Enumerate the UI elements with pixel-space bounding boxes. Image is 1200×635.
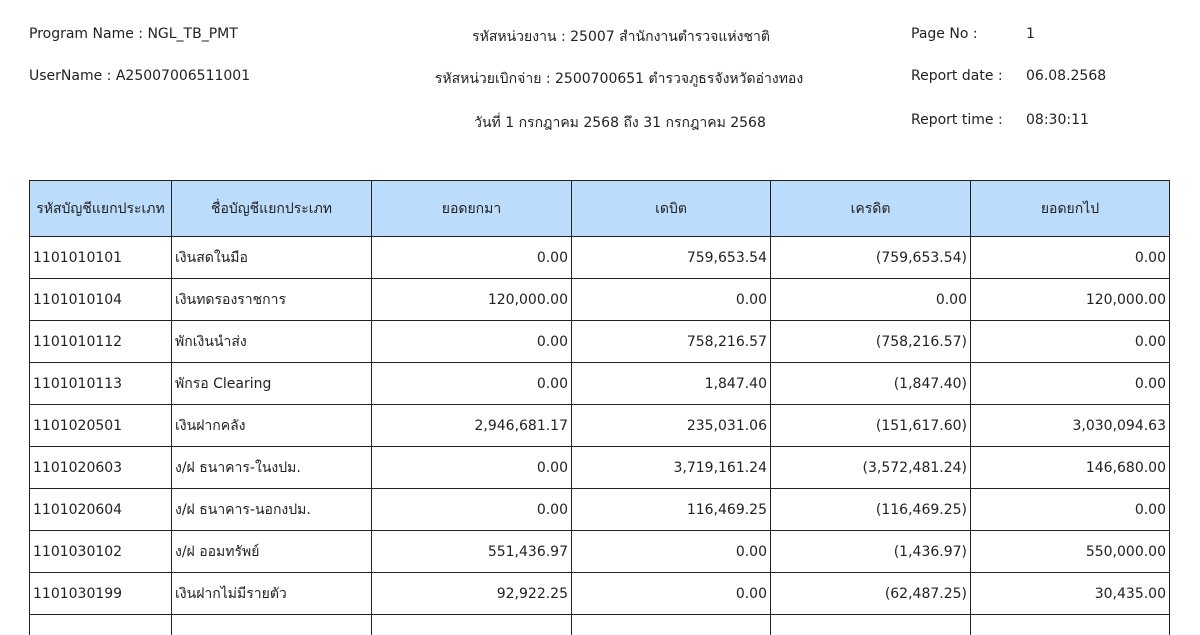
col-debit: เดบิต	[572, 181, 771, 237]
debit-cell: 235,031.06	[572, 405, 771, 447]
credit-cell: 0.00	[771, 279, 971, 321]
col-brought-forward: ยอดยกมา	[372, 181, 572, 237]
empty-cell	[172, 615, 372, 635]
col-account-code: รหัสบัญชีแยกประเภท	[30, 181, 172, 237]
empty-cell	[971, 615, 1170, 635]
credit-cell: (116,469.25)	[771, 489, 971, 531]
account-code-cell: 1101010101	[30, 237, 172, 279]
table-header-row	[30, 181, 1170, 237]
table-row	[30, 237, 1170, 279]
debit-cell: 3,719,161.24	[572, 447, 771, 489]
account-code-cell: 1101030199	[30, 573, 172, 615]
account-name-cell: เงินสดในมือ	[172, 237, 372, 279]
empty-cell	[572, 615, 771, 635]
account-name-cell: เงินทดรองราชการ	[172, 279, 372, 321]
credit-cell: (758,216.57)	[771, 321, 971, 363]
debit-cell: 759,653.54	[572, 237, 771, 279]
report-period: วันที่ 1 กรกฎาคม 2568 ถึง 31 กรกฎาคม 2568	[474, 112, 766, 134]
report-date-value: 06.08.2568	[1026, 68, 1106, 84]
account-name-cell: เงินฝากไม่มีรายตัว	[172, 573, 372, 615]
credit-cell: (1,436.97)	[771, 531, 971, 573]
debit-cell: 0.00	[572, 531, 771, 573]
debit-cell: 1,847.40	[572, 363, 771, 405]
empty-cell	[372, 615, 572, 635]
brought-forward-cell: 2,946,681.17	[372, 405, 572, 447]
account-name-cell: ง/ฝ ออมทรัพย์	[172, 531, 372, 573]
account-code-cell: 1101010113	[30, 363, 172, 405]
carried-forward-cell: 0.00	[971, 363, 1170, 405]
empty-cell	[30, 615, 172, 635]
carried-forward-cell: 3,030,094.63	[971, 405, 1170, 447]
table-row	[30, 447, 1170, 489]
col-account-name: ชื่อบัญชีแยกประเภท	[172, 181, 372, 237]
credit-cell: (62,487.25)	[771, 573, 971, 615]
agency-code: รหัสหน่วยงาน : 25007 สำนักงานตำรวจแห่งชาติ	[472, 26, 770, 48]
account-code-cell: 1101020501	[30, 405, 172, 447]
report-time-label: Report time :	[911, 112, 1003, 128]
brought-forward-cell: 0.00	[372, 321, 572, 363]
report-date-label: Report date :	[911, 68, 1003, 84]
carried-forward-cell: 146,680.00	[971, 447, 1170, 489]
table-row-partial	[30, 615, 1170, 635]
brought-forward-cell: 551,436.97	[372, 531, 572, 573]
table-row	[30, 279, 1170, 321]
trial-balance-table	[29, 180, 1170, 635]
debit-cell: 0.00	[572, 573, 771, 615]
account-code-cell: 1101010112	[30, 321, 172, 363]
program-name: Program Name : NGL_TB_PMT	[29, 26, 238, 42]
debit-cell: 0.00	[572, 279, 771, 321]
carried-forward-cell: 550,000.00	[971, 531, 1170, 573]
page-no-label: Page No :	[911, 26, 978, 42]
table-row	[30, 405, 1170, 447]
debit-cell: 758,216.57	[572, 321, 771, 363]
table-row	[30, 363, 1170, 405]
table-row	[30, 489, 1170, 531]
account-code-cell: 1101020604	[30, 489, 172, 531]
col-carried-forward: ยอดยกไป	[971, 181, 1170, 237]
carried-forward-cell: 0.00	[971, 489, 1170, 531]
report-time-value: 08:30:11	[1026, 112, 1089, 128]
carried-forward-cell: 0.00	[971, 237, 1170, 279]
account-name-cell: พักเงินนำส่ง	[172, 321, 372, 363]
carried-forward-cell: 30,435.00	[971, 573, 1170, 615]
empty-cell	[771, 615, 971, 635]
account-code-cell: 1101020603	[30, 447, 172, 489]
user-name: UserName : A25007006511001	[29, 68, 250, 84]
credit-cell: (1,847.40)	[771, 363, 971, 405]
account-name-cell: พักรอ Clearing	[172, 363, 372, 405]
account-code-cell: 1101030102	[30, 531, 172, 573]
account-name-cell: เงินฝากคลัง	[172, 405, 372, 447]
debit-cell: 116,469.25	[572, 489, 771, 531]
table-row	[30, 573, 1170, 615]
carried-forward-cell: 0.00	[971, 321, 1170, 363]
table-row	[30, 321, 1170, 363]
col-credit: เครดิต	[771, 181, 971, 237]
brought-forward-cell: 0.00	[372, 363, 572, 405]
carried-forward-cell: 120,000.00	[971, 279, 1170, 321]
disbursing-unit: รหัสหน่วยเบิกจ่าย : 2500700651 ตำรวจภูธรจังหวัดอ่างทอง	[435, 68, 803, 90]
brought-forward-cell: 120,000.00	[372, 279, 572, 321]
brought-forward-cell: 0.00	[372, 447, 572, 489]
account-code-cell: 1101010104	[30, 279, 172, 321]
brought-forward-cell: 0.00	[372, 237, 572, 279]
credit-cell: (151,617.60)	[771, 405, 971, 447]
account-name-cell: ง/ฝ ธนาคาร-ในงปม.	[172, 447, 372, 489]
page-no-value: 1	[1026, 26, 1035, 42]
brought-forward-cell: 0.00	[372, 489, 572, 531]
table-row	[30, 531, 1170, 573]
account-name-cell: ง/ฝ ธนาคาร-นอกงปม.	[172, 489, 372, 531]
credit-cell: (3,572,481.24)	[771, 447, 971, 489]
brought-forward-cell: 92,922.25	[372, 573, 572, 615]
credit-cell: (759,653.54)	[771, 237, 971, 279]
